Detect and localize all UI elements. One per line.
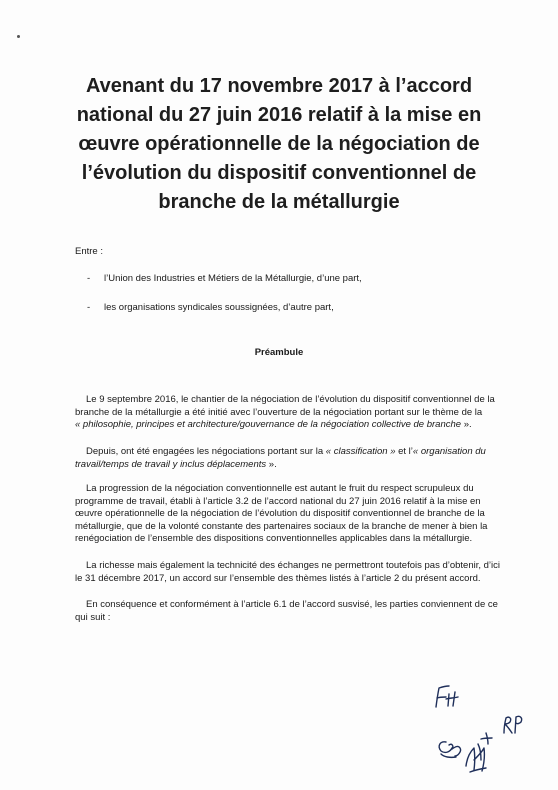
title-line: branche de la métallurgie [158,191,400,213]
party-item [87,273,362,284]
paragraph-text: ». [266,458,277,470]
initials-rp-signature [504,716,522,733]
italic-text: travail/temps de travail y inclus déplacements [75,458,267,470]
paragraph-line: La richesse mais également la technicité des échanges ne permettront toutefois pas d’obtenir, d’ici [86,560,501,571]
scan-speck [17,35,20,38]
paragraph-line [75,459,489,472]
paragraph-line: En conséquence et conformément à l’article 6.1 de l’accord susvisé, les parties conviennent de ce [86,599,498,610]
scribble-signature-right [466,744,486,772]
scribble-signature-left [439,733,492,757]
party-text: l’Union des Industries et Métiers de la Métallurgie, d’une part, [104,273,362,284]
between-label: Entre : [75,246,103,257]
paragraph-line: La progression de la négociation conventionnelle est autant le fruit du respect scrupuleux du [86,483,474,494]
list-dash: - [87,273,91,284]
preamble-heading: Préambule [254,347,304,358]
paragraph-3 [75,483,489,546]
italic-text: « classification » [325,446,396,457]
title-line: l’évolution du dispositif conventionnel de [81,162,477,184]
paragraph-line: Le 9 septembre 2016, le chantier de la négociation de l’évolution du dispositif conventionnel de la [86,394,495,405]
paragraph-line: métallurgie, que de la volonté constante des partenaires sociaux de la branche de mener à bien la [75,520,488,532]
title-line: national du 27 juin 2016 relatif à la mise en [76,104,482,126]
paragraph-text: et l’ [395,446,413,457]
paragraph-line: qui suit : [75,611,111,623]
title-line: œuvre opérationnelle de la négociation de [78,133,480,155]
initials-fh-signature [436,686,458,707]
paragraph-line: branche de la métallurgie a été initié avec l’ouverture de la négociation portant sur le thème de la [75,406,483,418]
title-line: Avenant du 17 novembre 2017 à l’accord [85,75,473,97]
paragraph-line: œuvre opérationnelle de la négociation de l’évolution du dispositif conventionnel de branche de la [75,508,485,519]
paragraph-line: le 31 décembre 2017, un accord sur l’ensemble des thèmes listés à l’article 2 du présent accord. [75,572,481,584]
paragraph-line [75,446,489,459]
italic-text: « philosophie, principes et architecture/gouvernance de la négociation collective de branche [75,419,462,430]
document-title [60,72,498,217]
paragraph-1 [75,394,495,432]
paragraph-5 [75,599,498,624]
paragraph-text: Depuis, ont été engagées les négociations portant sur la [86,446,326,457]
paragraph-line: renégociation de l’ensemble des dispositions conventionnelles applicables dans la métallurgie. [75,533,473,544]
party-item [87,302,334,313]
paragraph-line [75,419,489,432]
italic-text: « organisation du [412,446,486,457]
party-text: les organisations syndicales soussignées, d’autre part, [104,302,334,313]
paragraph-4 [75,560,501,585]
list-dash: - [87,302,91,313]
paragraph-line: programme de travail, établi à l’article 3.2 de l’accord national du 27 juin 2016 relatif à la mise en [75,495,481,507]
paragraph-text: ». [461,419,472,430]
paragraph-2 [75,446,489,471]
